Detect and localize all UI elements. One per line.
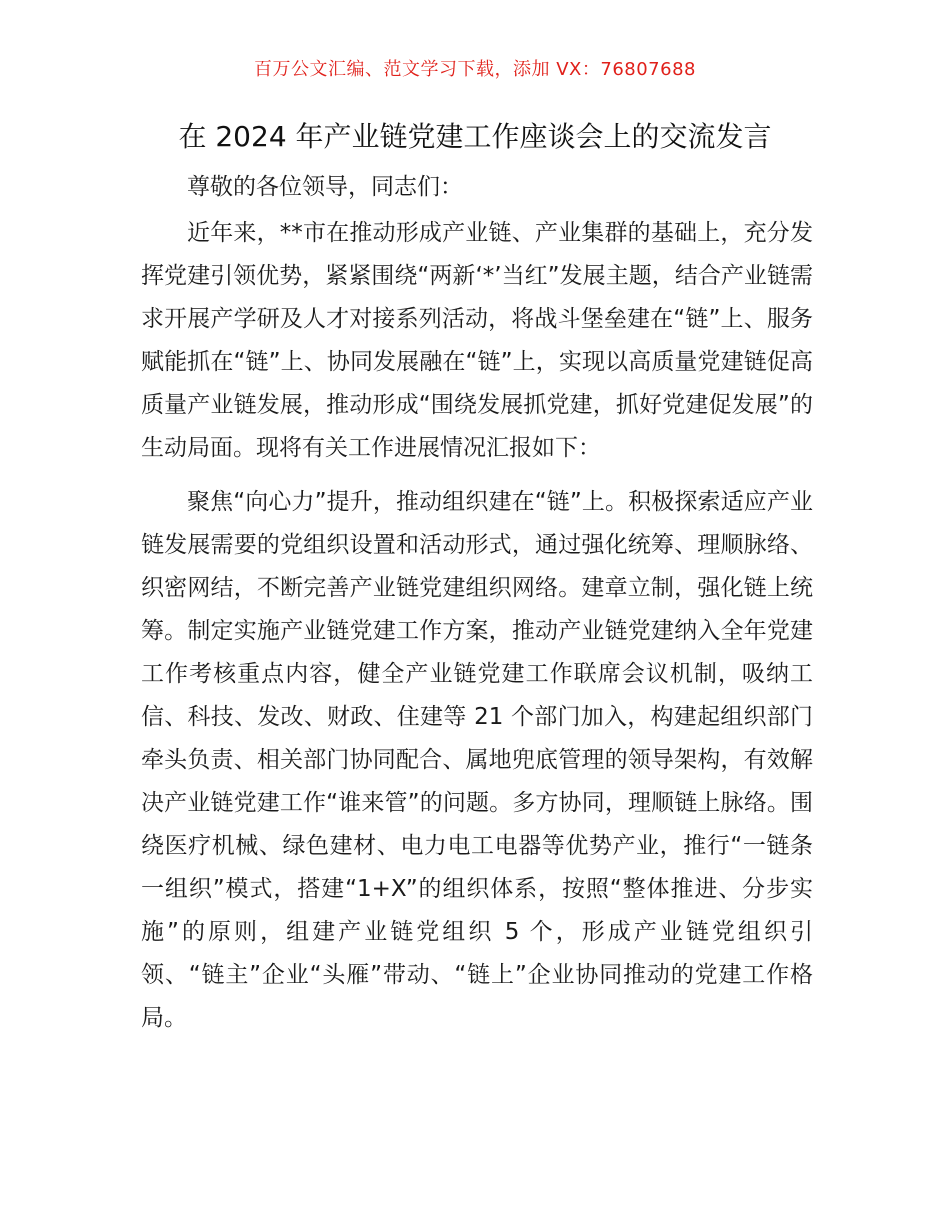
document-title: 在 2024 年产业链党建工作座谈会上的交流发言 — [178, 120, 772, 153]
paragraph-organization: 聚焦“向心力”提升，推动组织建在“链”上。积极探索适应产业链发展需要的党组织设置和活动形式，通过强化统筹、理顺脉络、织密网结，不断完善产业链党建组织网络。建章立制，强化链上统筹。制定实施产业链党建工作方案，推动产业链党建纳入全年党建工作考核重点内容，健全产业链党建工作联席会议机制，吸纳工信、科技、发改、财政、住建等 21 个部门加入，构建起组织部门牵头负责、相关部门协同配合、属地兜底管理的领导架构，有效解决产业链党建工作“谁来管”的问题。多方协同，理顺链上脉络。围绕医疗机械、绿色建材、电力电工电器等优势产业，推行“一链条一组织”模式，搭建“1+X”的组织体系，按照“整体推进、分步实施”的原则，组建产业链党组织 5 个，形成产业链党组织引领、“链主”企业“头雁”带动、“链上”企业协同推动的党建工作格局。 — [141, 489, 813, 1031]
greeting-line: 尊敬的各位领导，同志们： — [187, 174, 463, 200]
paragraph-intro: 近年来，**市在推动形成产业链、产业集群的基础上，充分发挥党建引领优势，紧紧围绕“两新‘*’当红”发展主题，结合产业链需求开展产学研及人才对接系列活动，将战斗堡垒建在“链”上、服务赋能抓在“链”上、协同发展融在“链”上，实现以高质量党建链促高质量产业链发展，推动形成“围绕发展抓党建，抓好党建促发展”的生动局面。现将有关工作进展情况汇报如下： — [141, 220, 813, 461]
watermark-header: 百万公文汇编、范文学习下载，添加 VX：76807688 — [254, 59, 696, 80]
document-body — [141, 166, 813, 1040]
